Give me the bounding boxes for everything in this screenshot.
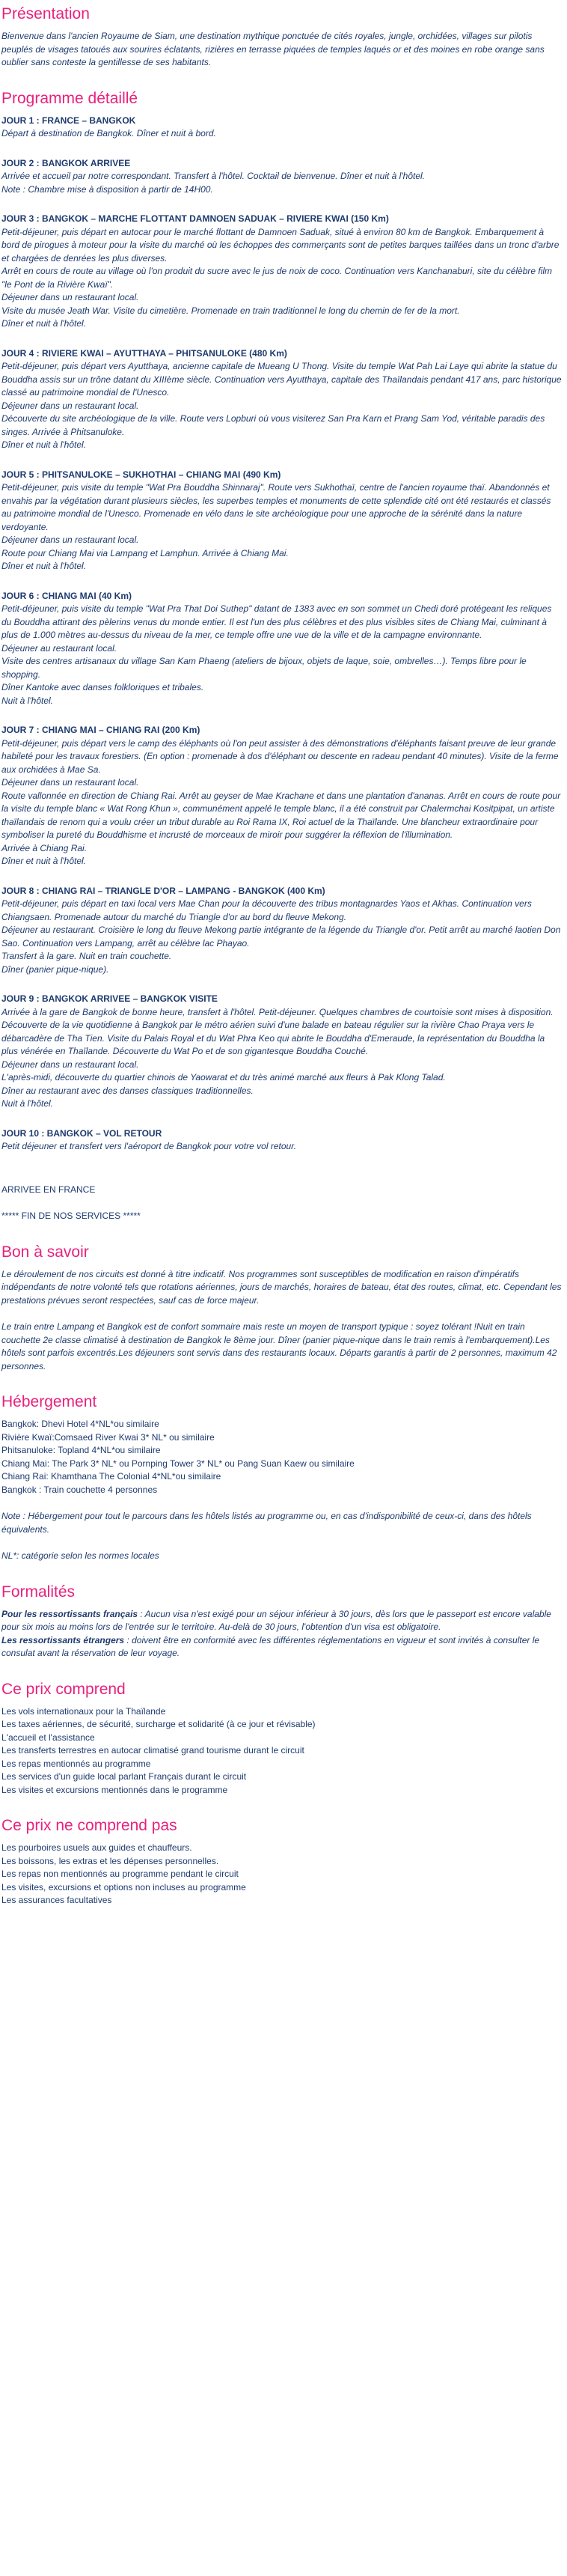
day-text-line: Petit-déjeuner, puis départ vers Ayutthaya, ancienne capitale de Mueang U Thong. Visite du temple Wat Pah Lai Laye qui abrite la statue du Bouddha assis sur un trône datant du XIIIème siècle. Continuation vers Ayutthaya, capitale des Thaïlandais pendant 417 ans, parc historique classé au patrimoine mondial de l'Unesco. <box>1 361 562 398</box>
day-text-line: Dîner (panier pique-nique). <box>1 963 109 975</box>
day-text-line: Note : Chambre mise à disposition à partir de 14H00. <box>1 183 213 195</box>
bon-a-savoir-section <box>1 1243 563 1374</box>
day-title: JOUR 4 : RIVIERE KWAI – AYUTTHAYA – PHITSANULOKE (480 Km) <box>1 347 287 359</box>
hotel-line: Chiang Mai: The Park 3* NL* ou Pornping Tower 3* NL* ou Pang Suan Kaew ou similaire <box>1 1458 355 1469</box>
day-title: JOUR 10 : BANGKOK – VOL RETOUR <box>1 1127 162 1139</box>
ne-comprend-pas-item: Les boissons, les extras et les dépenses personnelles. <box>1 1855 219 1866</box>
day-text-line: Déjeuner au restaurant. Croisière le long du fleuve Mekong partie intégrante de la légende du Triangle d'or. Petit arrêt au marché laotien Don Sao. Continuation vers Lampang, arrêt au célèbre lac Phayao. <box>1 925 561 949</box>
hebergement-section <box>1 1392 563 1563</box>
hebergement-nl-note: NL*: catégorie selon les normes locales <box>1 1550 159 1561</box>
day-text-line: Visite des centres artisanaux du village San Kam Phaeng (ateliers de bijoux, objets de laque, soie, ombrelles…). Temps libre pour le shopping. <box>1 656 527 680</box>
day-text-line: Découverte de la vie quotidienne à Bangkok par le métro aérien suivi d'une balade en bateau régulier sur la rivière Chao Praya vers le débarcadère de Tha Tien. Visite du Palais Royal et du Wat Phra Keo qui abrite le Bouddha d'Emeraude, la représentation du Bouddha la plus vénérée en Thaïlande. Découverte du Wat Po et de son gigantesque Bouddha Couché. <box>1 1020 545 1056</box>
day-text-line: Déjeuner au restaurant local. <box>1 642 117 654</box>
day-text-line: Découverte du site archéologique de la ville. Route vers Lopburi où vous visiterez San Pra Karn et Prang Sam Yod, véritable paradis des singes. Arrivée à Phitsanuloke. <box>1 413 545 437</box>
day-block <box>1 724 563 868</box>
day-text-line: Arrivée à la gare de Bangkok de bonne heure, transfert à l'hôtel. Petit-déjeuner. Quelques chambres de courtoisie sont mises à disposition. <box>1 1006 554 1017</box>
ne-comprend-pas-title: Ce prix ne comprend pas <box>1 1817 177 1834</box>
day-title: JOUR 6 : CHIANG MAI (40 Km) <box>1 590 132 601</box>
comprend-item: L'accueil et l'assistance <box>1 1732 95 1743</box>
comprend-item: Les transferts terrestres en autocar climatisé grand tourisme durant le circuit <box>1 1745 304 1756</box>
hotel-line: Bangkok : Train couchette 4 personnes <box>1 1484 158 1495</box>
day-text-line: Visite du musée Jeath War. Visite du cimetière. Promenade en train traditionnel le long du chemin de fer de la mort. <box>1 305 460 316</box>
day-title: JOUR 2 : BANGKOK ARRIVEE <box>1 157 131 168</box>
day-block <box>1 590 563 708</box>
day-block <box>1 157 563 197</box>
day-text-line: Dîner et nuit à l'hôtel. <box>1 856 87 866</box>
day-text-line: Petit-déjeuner, puis départ en autocar pour le marché flottant de Damnoen Saduak, situé à environ 80 km de Bangkok. Embarquement à bord de pirogues à moteur pour la visite du marché où les échoppes des commerçants sont de petites barques taillées dans un tronc d'arbre et chargées de denrées les plus diverses. <box>1 226 560 264</box>
formalites-foreign-text: : doivent être en conformité avec les différentes réglementations en vigueur et sont invités à consulter le consulat avant la réservation de leur voyage. <box>1 1634 540 1658</box>
day-title: JOUR 1 : FRANCE – BANGKOK <box>1 115 136 126</box>
formalites-foreign-label: Les ressortissants étrangers <box>1 1634 125 1645</box>
day-block <box>1 1127 563 1154</box>
day-block <box>1 347 563 452</box>
comprend-item: Les visites et excursions mentionnés dans le programme <box>1 1784 228 1795</box>
day-text-line: Petit-déjeuner, puis départ en taxi local vers Mae Chan pour la découverte des tribus montagnardes Yaos et Akhas. Continuation vers Chiangsaen. Promenade autour du marché du Triangle d'or au bord du fleuve Mekong. <box>1 898 532 922</box>
presentation-title: Présentation <box>1 5 90 22</box>
bon-a-savoir-paragraph-2: Le train entre Lampang et Bangkok est de confort sommaire mais reste un moyen de transport typique : soyez tolérant !Nuit en train couchette 2e classe climatisé à destination de Bangkok le 8ème jour. Dîner (panier pique-nique dans le train remis à l'embarquement).Les hôtels sont parfois excentrés.Les déjeuners sont servis dans des restaurants locaux. Départs garantis à partir de 2 personnes, maximum 42 personnes. <box>1 1321 557 1371</box>
day-title: JOUR 7 : CHIANG MAI – CHIANG RAI (200 Km) <box>1 725 200 735</box>
ne-comprend-pas-item: Les visites, excursions et options non incluses au programme <box>1 1881 246 1893</box>
end-services-text: ***** FIN DE NOS SERVICES ***** <box>1 1211 141 1221</box>
day-text-line: Déjeuner dans un restaurant local. <box>1 292 139 302</box>
hotel-line: Rivière Kwaï:Comsaed River Kwai 3* NL* ou similaire <box>1 1431 215 1443</box>
bon-a-savoir-paragraph-1: Le déroulement de nos circuits est donné à titre indicatif. Nos programmes sont susceptibles de modification en raison d'impératifs indépendants de notre volonté tels que rotations aériennes, jours de marchés, horaires de bateau, état des routes, climat, etc. Cependant les prestations prévues seront respectées, sauf cas de force majeur. <box>1 1268 562 1306</box>
hotel-line: Chiang Rai: Khamthana The Colonial 4*NL*ou similaire <box>1 1471 221 1482</box>
bon-a-savoir-title: Bon à savoir <box>1 1243 89 1261</box>
day-text-line: Déjeuner dans un restaurant local. <box>1 535 139 545</box>
day-text-line: Arrivée à Chiang Rai. <box>1 842 88 853</box>
day-text-line: Dîner et nuit à l'hôtel. <box>1 318 87 329</box>
day-block <box>1 993 563 1111</box>
day-block <box>1 213 563 331</box>
day-text-line: Nuit à l'hôtel. <box>1 695 53 706</box>
ne-comprend-pas-item: Les repas non mentionnés au programme pendant le circuit <box>1 1869 239 1879</box>
day-text-line: Déjeuner dans un restaurant local. <box>1 400 139 411</box>
day-text-line: Transfert à la gare. Nuit en train couchette. <box>1 951 172 961</box>
day-block <box>1 469 563 573</box>
presentation-text: Bienvenue dans l'ancien Royaume de Siam, une destination mythique ponctuée de cités royales, jungle, orchidées, villages sur pilotis peuplés de visages tatoués aux sourires éclatants, rizières en terrasse piquées de temples laqués or et des moines en robe orange sans oublier sans conteste la gentillesse de ses habitants. <box>1 31 545 67</box>
formalites-french-label: Pour les ressortissants français <box>1 1608 138 1619</box>
comprend-item: Les repas mentionnés au programme <box>1 1758 151 1769</box>
day-text-line: Nuit à l'hôtel. <box>1 1098 53 1109</box>
formalites-french-text: : Aucun visa n'est exigé pour un séjour inférieur à 30 jours, dès lors que le passeport est encore valable pour six mois au moins lors de l'entrée sur le territoire. Au-delà de 30 jours, l'obtention d'un visa est obligatoire. <box>1 1608 551 1632</box>
day-text-line: Départ à destination de Bangkok. Dîner et nuit à bord. <box>1 128 216 138</box>
day-text-line: Petit déjeuner et transfert vers l'aéroport de Bangkok pour votre vol retour. <box>1 1141 297 1151</box>
day-text-line: Petit-déjeuner, puis visite du temple "Wat Pra That Doi Suthep" datant de 1383 avec en son sommet un Chedi doré protégeant les reliques du Bouddha attirant des pèlerins venus du monde entier. Il est l'un des plus célèbres et des plus visibles sites de Chiang Mai, culminant à plus de 1.000 mètres au-dessus du niveau de la mer, ce temple offre une vue de la ville et de la campagne environnante. <box>1 603 552 640</box>
comprend-item: Les services d'un guide local parlant Français durant le circuit <box>1 1771 247 1782</box>
programme-section <box>1 89 563 1223</box>
day-text-line: Déjeuner dans un restaurant local. <box>1 777 139 788</box>
day-title: JOUR 3 : BANGKOK – MARCHE FLOTTANT DAMNOEN SADUAK – RIVIERE KWAI (150 Km) <box>1 213 389 224</box>
day-text-line: Arrivée et accueil par notre correspondant. Transfert à l'hôtel. Cocktail de bienvenue. Dîner et nuit à l'hôtel. <box>1 171 425 181</box>
hotel-line: Bangkok: Dhevi Hotel 4*NL*ou similaire <box>1 1419 159 1429</box>
ne-comprend-pas-item: Les pourboires usuels aux guides et chauffeurs. <box>1 1842 192 1853</box>
arrival-text: ARRIVEE EN FRANCE <box>1 1184 96 1195</box>
comprend-item: Les taxes aériennes, de sécurité, surcharge et solidarité (à ce jour et révisable) <box>1 1719 316 1729</box>
day-text-line: Déjeuner dans un restaurant local. <box>1 1059 139 1070</box>
day-text-line: Route vallonnée en direction de Chiang Rai. Arrêt au geyser de Mae Krachane et dans une plantation d'ananas. Arrêt en cours de route pour la visite du temple blanc « Wat Rong Khun », communément appelé le temple blanc, il a été construit par Chalermchai Kositpipat, un artiste thaïlandais de renom qui a voulu créer un tribut durable au Roi Rama IX, Roi actuel de la Thaïlande. Une blancheur extraordinaire pour symboliser la pureté du Bouddhisme et incrusté de morceaux de miroir pour suggérer la réflexion de l'illumination. <box>1 790 561 840</box>
day-block <box>1 115 563 141</box>
comprend-item: Les vols internationaux pour la Thaïlande <box>1 1705 166 1717</box>
day-text-line: Arrêt en cours de route au village où l'on produit du sucre avec le jus de noix de coco. Continuation vers Kanchanaburi, site du célèbre film "le Pont de la Rivière Kwaï". <box>1 266 553 290</box>
hebergement-note: Note : Hébergement pour tout le parcours dans les hôtels listés au programme ou, en cas d'indisponibilité de ceux-ci, dans des hôtels équivalents. <box>1 1511 532 1535</box>
formalites-french <box>1 1608 563 1634</box>
formalites-title: Formalités <box>1 1583 76 1601</box>
day-text-line: Dîner et nuit à l'hôtel. <box>1 561 87 571</box>
ne-comprend-pas-section <box>1 1816 563 1907</box>
day-text-line: Petit-déjeuner, puis visite du temple "Wat Pra Bouddha Shinnaraj". Route vers Sukhothaï, centre de l'ancien royaume thaï. Abandonnés et envahis par la végétation durant plusieurs siècles, les superbes temples et monuments de cette splendide cité ont été restaurés et classés au patrimoine mondial de l'Unesco. Promenade en vélo dans le site archéologique pour une approche de la sérénité dans la nature verdoyante. <box>1 482 551 532</box>
day-text-line: Route pour Chiang Mai via Lampang et Lamphun. Arrivée à Chiang Mai. <box>1 547 289 558</box>
programme-title: Programme détaillé <box>1 89 138 107</box>
day-text-line: Dîner au restaurant avec des danses classiques traditionnelles. <box>1 1085 254 1096</box>
day-title: JOUR 5 : PHITSANULOKE – SUKHOTHAI – CHIANG MAI (490 Km) <box>1 469 281 480</box>
ne-comprend-pas-item: Les assurances facultatives <box>1 1895 112 1905</box>
day-text-line: L'après-midi, découverte du quartier chinois de Yaowarat et du très animé marché aux fleurs à Pak Klong Talad. <box>1 1072 446 1083</box>
comprend-section <box>1 1680 563 1797</box>
programme-days <box>1 115 563 1154</box>
hebergement-title: Hébergement <box>1 1393 97 1410</box>
day-title: JOUR 8 : CHIANG RAI – TRIANGLE D'OR – LAMPANG - BANGKOK (400 Km) <box>1 885 325 896</box>
day-text-line: Dîner Kantoke avec danses folkloriques et tribales. <box>1 682 204 692</box>
formalites-section <box>1 1583 563 1660</box>
hotel-line: Phitsanuloke: Topland 4*NL*ou similaire <box>1 1445 161 1455</box>
presentation-section <box>1 4 563 70</box>
formalites-foreign <box>1 1634 563 1660</box>
day-text-line: Dîner et nuit à l'hôtel. <box>1 439 87 450</box>
day-block <box>1 885 563 977</box>
day-text-line: Petit-déjeuner, puis départ vers le camp des éléphants où l'on peut assister à des démonstrations d'éléphants faisant preuve de leur grande habileté pour les travaux forestiers. (En option : promenade à dos d'éléphant ou descente en radeau pendant 40 minutes). Visite de la ferme aux orchidées à Mae Sa. <box>1 737 559 775</box>
day-title: JOUR 9 : BANGKOK ARRIVEE – BANGKOK VISITE <box>1 993 218 1004</box>
comprend-title: Ce prix comprend <box>1 1680 126 1698</box>
